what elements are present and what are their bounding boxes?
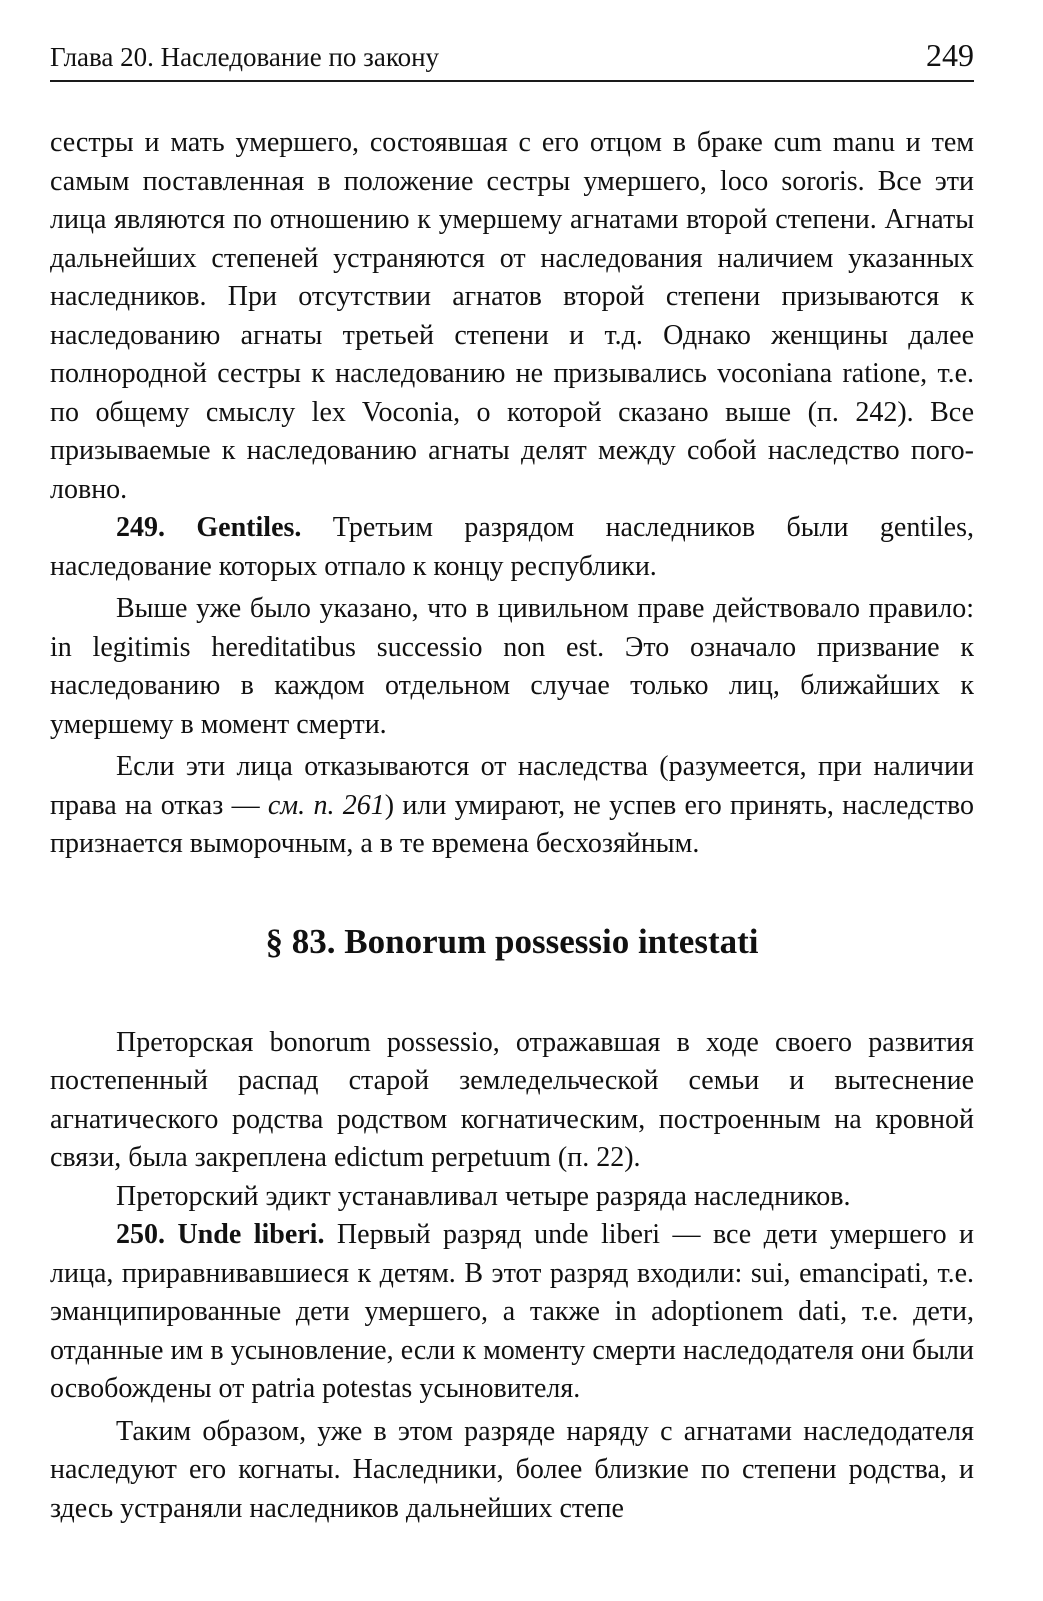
paragraph-bonorum-possessio: Преторская bonorum possessio, отражавшая в ходе своего развития постепенный распад старой земледельческой семьи и вытеснение агнатического родства родством когнатическим, построенным на кровной связи, была закреплена edictum perpetuum (п. 22). <box>50 1026 974 1173</box>
paragraph-unde-liberi <box>50 1216 974 1409</box>
refusal-text-start: Если эти лица отказываются от наследства (разумеется, при наличии права на отказ — <box>50 751 974 821</box>
body-text <box>50 124 974 1528</box>
item-250-text: Первый разряд unde liberi — все дети умершего и лица, приравнивавшиеся к детям. В этот разряд входили: sui, emancipati, т.е. эманципированные дети умершего, а также in adoptionem dati, т.е. дети, отданные им в усыновление, если к моменту смерти наследодателя они были освобождены от patria potestas усыновителя. <box>50 1219 975 1404</box>
cross-reference: см. п. 261 <box>267 789 385 821</box>
book-page <box>50 28 974 1528</box>
paragraph-edict: Преторский эдикт устанавливал четыре разряда наследников. <box>116 1180 851 1212</box>
item-250-heading: 250. Unde liberi. <box>116 1219 325 1250</box>
paragraph-gentiles <box>50 509 974 586</box>
paragraph-cognates: Таким образом, уже в этом разряде наряду с агнатами наследодателя наследуют его когнаты. Наследники, более близкие по степени родства, и здесь устраняли наследников дальнейших степе <box>50 1415 974 1524</box>
paragraph-successio: Выше уже было указано, что в цивильном праве действовало правило: in legitimis hereditatibus successio non est. Это означало призвание к наследованию в каждом отдельном случае только лиц, ближайших к умершему в момент смерти. <box>50 593 974 740</box>
paragraph-continuation: сестры и мать умершего, состоявшая с его отцом в браке cum manu и тем самым поставленная в положение сестры умершего, loco sororis. Все эти лица являются по отношению к умершему агнатами второй степени. Агнаты дальнейших степеней устраняются от наследования наличием указанных наследников. При отсутствии агнатов второй степени призываются к наследованию агнаты третьей степени и т.д. Однако женщины далее полнородной сестры к наследованию не призывались voconiana ratione, т.е. по общему смыслу lex Voconia, о которой сказано выше (п. 242). Все призываемые к наследованию агнаты делят между собой наследство поголовно. <box>50 127 974 505</box>
chapter-title: Глава 20. Наследование по закону <box>50 42 440 72</box>
section-heading: § 83. Bonorum possessio intestati <box>265 921 759 961</box>
paragraph-refusal <box>50 748 974 864</box>
item-249-heading: 249. Gentiles. <box>116 512 302 543</box>
item-249-text: Третьим разрядом наследников были gentiles, наследование которых отпало к концу республики. <box>50 512 974 582</box>
running-head <box>50 28 974 82</box>
refusal-text-end: ) или умирают, не успев его принять, наследство признается выморочным, а в те времена бесхозяйным. <box>50 789 975 859</box>
page-number: 249 <box>926 37 974 73</box>
